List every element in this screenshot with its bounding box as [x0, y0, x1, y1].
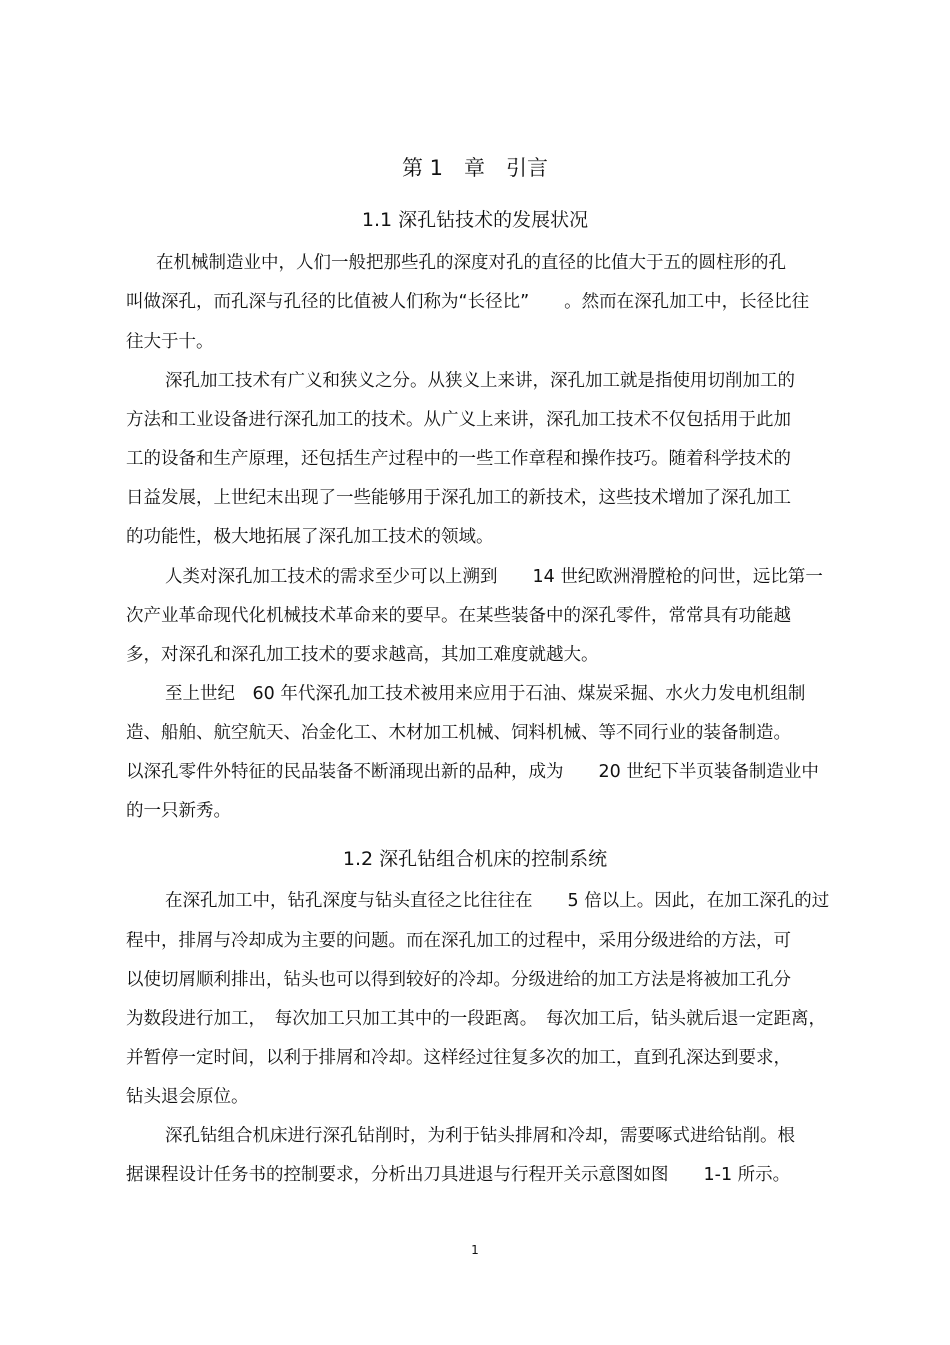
text-line: 人类对深孔加工技术的需求至少可以上溯到 14 世纪欧洲滑膛枪的问世，远比第一 — [165, 567, 823, 587]
text-line: 为数段进行加工， 每次加工只加工其中的一段距离。 每次加工后，钻头就后退一定距离， — [126, 1009, 826, 1029]
text-line: 的功能性，极大地拓展了深孔加工技术的领域。 — [126, 527, 494, 547]
text-line: 至上世纪 60 年代深孔加工技术被用来应用于石油、煤炭采掘、水火力发电机组制 — [165, 684, 806, 704]
text-line: 深孔钻组合机床进行深孔钻削时，为利于钻头排屑和冷却，需要啄式进给钻削。根 — [165, 1126, 795, 1146]
text-line: 方法和工业设备进行深孔加工的技术。从广义上来讲，深孔加工技术不仅包括用于此加 — [126, 410, 791, 430]
text-line: 并暂停一定时间，以利于排屑和冷却。这样经过往复多次的加工，直到孔深达到要求， — [126, 1048, 791, 1068]
text-line: 钻头退会原位。 — [126, 1087, 249, 1107]
text-line: 程中，排屑与冷却成为主要的问题。而在深孔加工的过程中，采用分级进给的方法，可 — [126, 931, 791, 951]
text-line: 多，对深孔和深孔加工技术的要求越高，其加工难度就越大。 — [126, 645, 599, 665]
text-line: 在深孔加工中，钻孔深度与钻头直径之比往往在 5 倍以上。因此，在加工深孔的过 — [165, 891, 830, 911]
text-line: 造、船舶、航空航天、冶金化工、木材加工机械、饲料机械、等不同行业的装备制造。 — [126, 723, 791, 743]
chapter-title: 第 1 章 引言 — [401, 156, 549, 180]
text-line: 据课程设计任务书的控制要求，分析出刀具进退与行程开关示意图如图 1-1 所示。 — [126, 1165, 791, 1185]
text-line: 次产业革命现代化机械技术革命来的要早。在某些装备中的深孔零件，常常具有功能越 — [126, 606, 791, 626]
section-title-1-2: 1.2 深孔钻组合机床的控制系统 — [342, 848, 608, 870]
text-line: 日益发展，上世纪末出现了一些能够用于深孔加工的新技术，这些技术增加了深孔加工 — [126, 488, 791, 508]
text-line: 的一只新秀。 — [126, 801, 231, 821]
text-line: 以深孔零件外特征的民品装备不断涌现出新的品种，成为 20 世纪下半页装备制造业中 — [126, 762, 819, 782]
text-line: 叫做深孔，而孔深与孔径的比值被人们称为“长径比” 。然而在深孔加工中，长径比往 — [126, 292, 810, 312]
text-line: 工的设备和生产原理，还包括生产过程中的一些工作章程和操作技巧。随着科学技术的 — [126, 449, 791, 469]
text-line: 往大于十。 — [126, 332, 214, 352]
text-line: 深孔加工技术有广义和狭义之分。从狭义上来讲，深孔加工就是指使用切削加工的 — [165, 371, 795, 391]
section-title-1-1: 1.1 深孔钻技术的发展状况 — [361, 209, 589, 231]
text-line: 在机械制造业中，人们一般把那些孔的深度对孔的直径的比值大于五的圆柱形的孔 — [156, 253, 786, 273]
page-number: 1 — [471, 1243, 479, 1257]
text-line: 以使切屑顺利排出，钻头也可以得到较好的冷却。分级进给的加工方法是将被加工孔分 — [126, 970, 791, 990]
